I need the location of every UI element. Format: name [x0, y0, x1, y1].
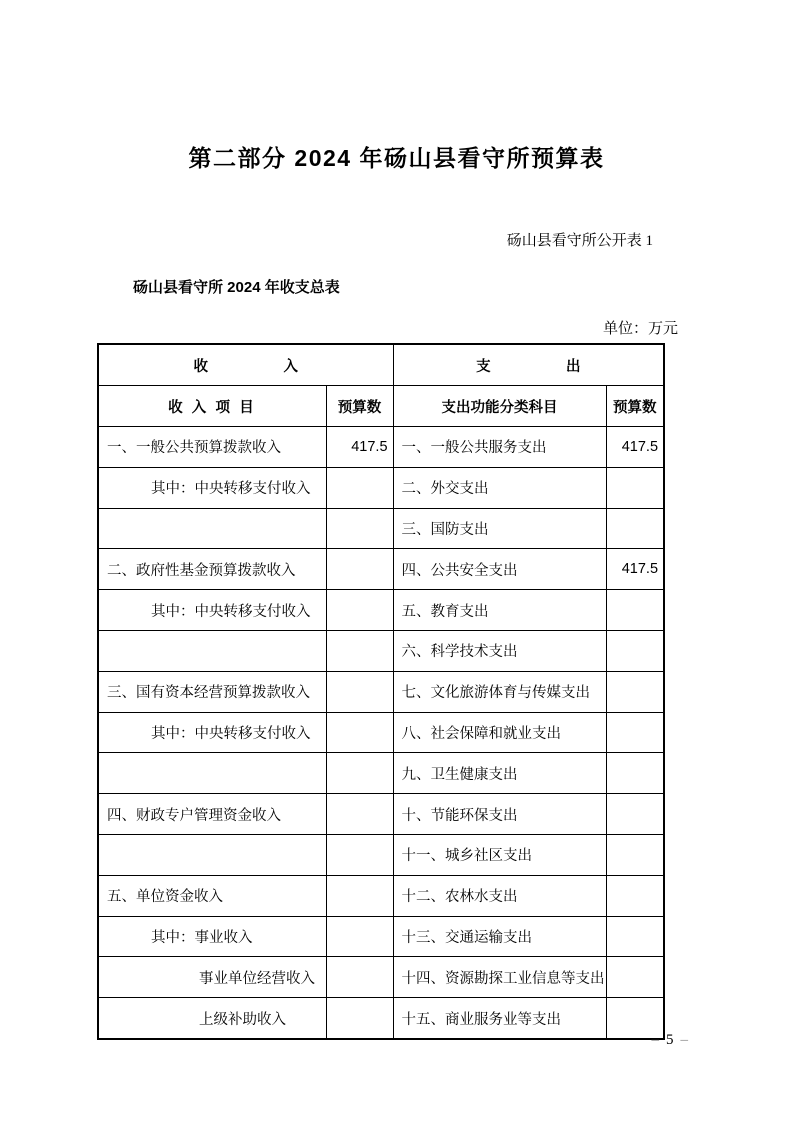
table-row	[98, 957, 664, 998]
income-item-cell: 其中：事业收入	[98, 916, 326, 957]
expense-budget-cell	[606, 712, 664, 753]
expense-section-header	[393, 344, 664, 386]
income-item-cell: 其中：中央转移支付收入	[98, 712, 326, 753]
income-item-cell	[98, 834, 326, 875]
expense-budget-cell	[606, 753, 664, 794]
expense-item-cell: 九、卫生健康支出	[393, 753, 606, 794]
income-item-cell: 事业单位经营收入	[98, 957, 326, 998]
table-row	[98, 834, 664, 875]
page-number-dash-left: –	[651, 1032, 659, 1048]
income-budget-column-header: 预算数	[326, 386, 393, 427]
expense-budget-cell: 417.5	[606, 427, 664, 468]
expense-item-cell: 六、科学技术支出	[393, 630, 606, 671]
expense-budget-cell	[606, 957, 664, 998]
expense-item-cell: 二、外交支出	[393, 467, 606, 508]
expense-item-cell: 五、教育支出	[393, 590, 606, 631]
income-budget-cell	[326, 630, 393, 671]
expense-item-cell: 三、国防支出	[393, 508, 606, 549]
income-budget-cell: 417.5	[326, 427, 393, 468]
income-item-cell: 其中：中央转移支付收入	[98, 467, 326, 508]
income-budget-cell	[326, 794, 393, 835]
income-budget-cell	[326, 590, 393, 631]
expense-budget-column-header: 预算数	[606, 386, 664, 427]
income-section-header-text: 收入	[193, 358, 374, 375]
table-row	[98, 794, 664, 835]
income-budget-cell	[326, 549, 393, 590]
expense-budget-cell: 417.5	[606, 549, 664, 590]
expense-budget-cell	[606, 916, 664, 957]
expense-item-cell: 八、社会保障和就业支出	[393, 712, 606, 753]
expense-item-cell: 四、公共安全支出	[393, 549, 606, 590]
expense-budget-cell	[606, 671, 664, 712]
expense-item-cell: 一、一般公共服务支出	[393, 427, 606, 468]
income-item-cell: 四、财政专户管理资金收入	[98, 794, 326, 835]
table-row	[98, 630, 664, 671]
expense-item-cell: 十二、农林水支出	[393, 875, 606, 916]
expense-item-column-header: 支出功能分类科目	[393, 386, 606, 427]
income-budget-cell	[326, 998, 393, 1039]
expense-item-cell: 十五、商业服务业等支出	[393, 998, 606, 1039]
income-budget-cell	[326, 467, 393, 508]
expense-budget-cell	[606, 794, 664, 835]
table-row	[98, 875, 664, 916]
income-budget-cell	[326, 834, 393, 875]
table-row	[98, 590, 664, 631]
page-number-dash-right: –	[680, 1032, 688, 1048]
expense-budget-cell	[606, 875, 664, 916]
income-budget-cell	[326, 753, 393, 794]
expense-item-cell: 十三、交通运输支出	[393, 916, 606, 957]
budget-summary-table	[97, 343, 665, 1040]
income-item-cell: 上级补助收入	[98, 998, 326, 1039]
expense-item-cell: 十、节能环保支出	[393, 794, 606, 835]
income-item-column-header: 收 入 项 目	[98, 386, 326, 427]
public-table-reference: 砀山县看守所公开表 1	[506, 233, 653, 249]
table-row	[98, 998, 664, 1039]
income-budget-cell	[326, 671, 393, 712]
page-title: 第二部分 2024 年砀山县看守所预算表	[188, 145, 605, 171]
expense-budget-cell	[606, 834, 664, 875]
expense-budget-cell	[606, 508, 664, 549]
income-budget-cell	[326, 712, 393, 753]
expense-item-cell: 七、文化旅游体育与传媒支出	[393, 671, 606, 712]
expense-item-cell: 十一、城乡社区支出	[393, 834, 606, 875]
column-header-row	[98, 386, 664, 427]
income-item-cell: 五、单位资金收入	[98, 875, 326, 916]
income-budget-cell	[326, 957, 393, 998]
table-row	[98, 549, 664, 590]
expense-budget-cell	[606, 590, 664, 631]
expense-section-header-text: 支出	[476, 358, 656, 375]
section-header-row	[98, 344, 664, 386]
income-item-cell: 三、国有资本经营预算拨款收入	[98, 671, 326, 712]
unit-note: 单位：万元	[602, 321, 678, 337]
income-budget-cell	[326, 508, 393, 549]
income-item-cell	[98, 753, 326, 794]
table-row	[98, 427, 664, 468]
income-budget-cell	[326, 916, 393, 957]
table-title: 砀山县看守所 2024 年收支总表	[133, 279, 340, 296]
table-row	[98, 712, 664, 753]
income-item-cell	[98, 508, 326, 549]
income-item-cell	[98, 630, 326, 671]
income-section-header	[98, 344, 393, 386]
expense-item-cell: 十四、资源勘探工业信息等支出	[393, 957, 606, 998]
expense-budget-cell	[606, 467, 664, 508]
table-row	[98, 916, 664, 957]
table-row	[98, 508, 664, 549]
page-number-value: 5	[666, 1032, 674, 1048]
income-item-cell: 一、一般公共预算拨款收入	[98, 427, 326, 468]
table-row	[98, 753, 664, 794]
table-row	[98, 671, 664, 712]
page-number	[645, 1032, 696, 1049]
table-row	[98, 467, 664, 508]
income-item-cell: 二、政府性基金预算拨款收入	[98, 549, 326, 590]
income-budget-cell	[326, 875, 393, 916]
income-item-cell: 其中：中央转移支付收入	[98, 590, 326, 631]
expense-budget-cell	[606, 630, 664, 671]
